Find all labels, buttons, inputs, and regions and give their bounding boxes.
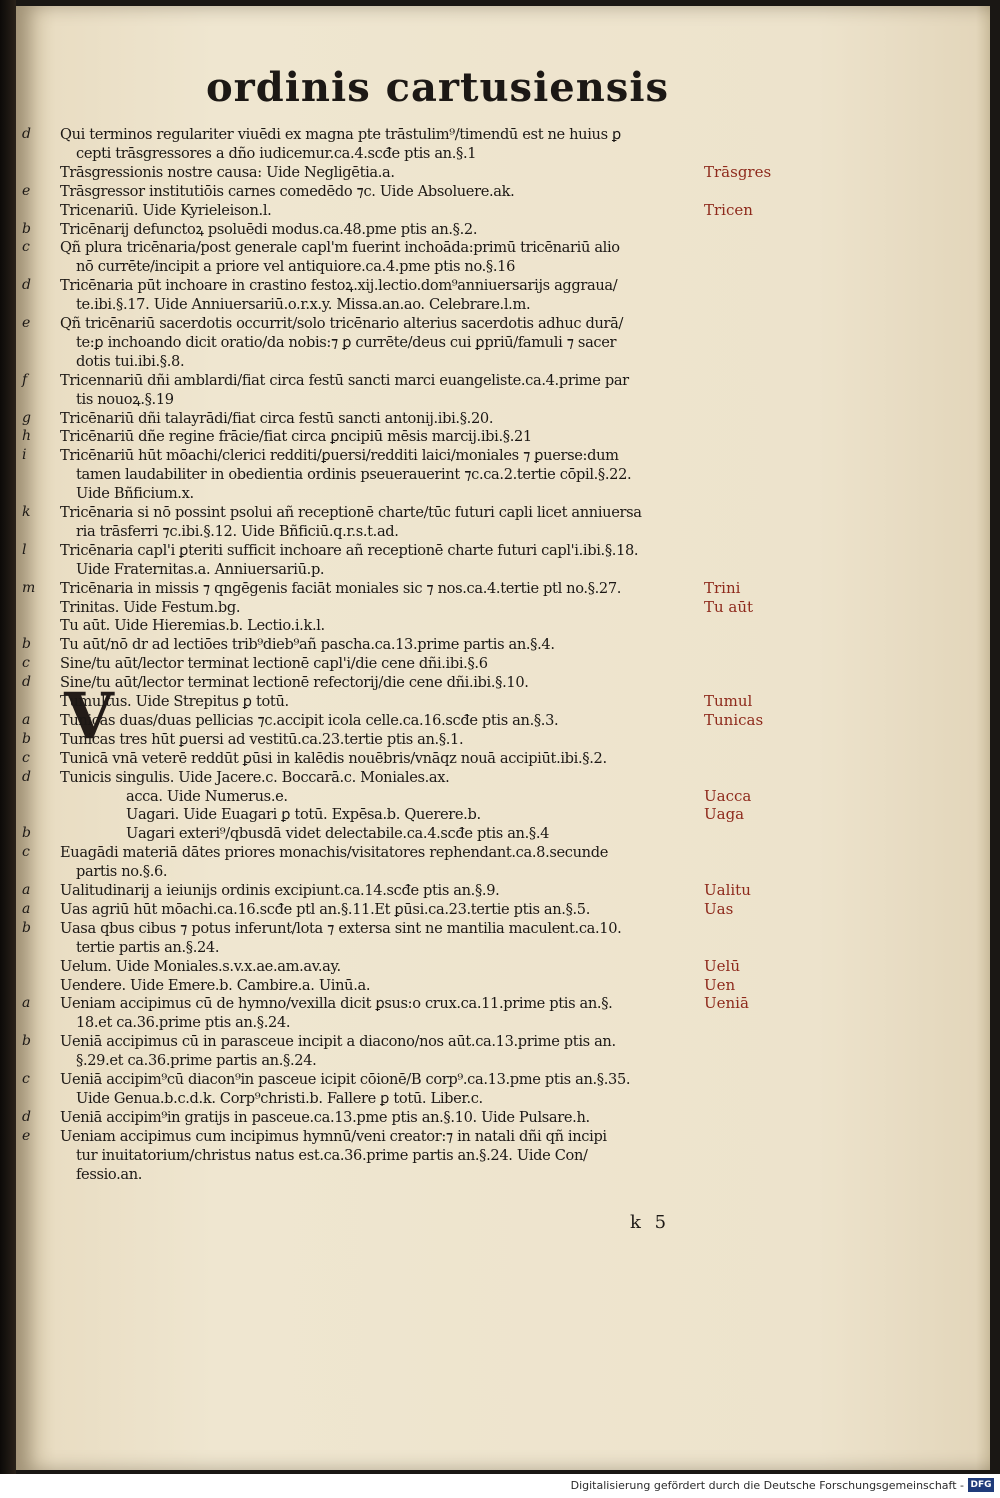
line-marker: c <box>22 1071 30 1087</box>
entry-text: te:ꝑ inchoando dicit oratio/da nobis:⁊ ꝑ currēte/deus cui ꝑpriū/famuli ⁊ sacer <box>76 333 617 351</box>
line-marker: d <box>22 277 31 294</box>
index-line <box>16 691 990 712</box>
index-line <box>16 1164 990 1185</box>
entry-text: Tu aūt/nō dr ad lectiōes trib⁹dieb⁹añ pascha.ca.13.prime partis an.§.4. <box>60 636 555 654</box>
index-line <box>16 521 990 542</box>
margin-note: Tricen <box>704 200 753 219</box>
entry-text: Trinitas. Uide Festum.bg. <box>60 598 241 616</box>
line-marker: b <box>22 919 31 936</box>
index-line <box>16 634 990 655</box>
entry-text: tis nouoꝝ.§.19 <box>76 390 174 408</box>
index-line <box>16 804 990 825</box>
index-line <box>16 143 990 164</box>
index-line <box>16 181 990 202</box>
entry-text: Ualitudinarij a ieiunijs ordinis excipiunt.ca.14.scđe ptis an.§.9. <box>60 882 500 899</box>
entry-text: Tricēnarij defunctoꝝ psoluēdi modus.ca.48.pme ptis an.§.2. <box>60 220 478 238</box>
line-marker: b <box>22 730 31 747</box>
margin-note: Trāsgres <box>704 162 772 181</box>
index-line <box>16 200 990 221</box>
margin-note: Ueniā <box>704 994 749 1013</box>
entry-text: nō currēte/incipit a priore vel antiquiore.ca.4.pme ptis no.§.16 <box>76 258 516 276</box>
index-line <box>16 786 990 807</box>
index-line <box>16 1126 990 1147</box>
index-line <box>16 237 990 258</box>
index-line <box>16 710 990 731</box>
line-marker: c <box>22 749 30 766</box>
index-line <box>16 937 990 958</box>
book-page <box>16 6 990 1470</box>
index-line <box>16 219 990 240</box>
margin-note: Uacca <box>704 786 752 805</box>
entry-text: Tunicas tres hūt ꝑuersi ad vestitū.ca.23.tertie ptis an.§.1. <box>60 730 464 748</box>
entry-text: Uide Genua.b.c.d.k. Corp⁹christi.b. Fallere ꝑ totū. Liber.c. <box>76 1089 483 1107</box>
entry-text: Uelum. Uide Moniales.s.v.x.ae.am.av.ay. <box>60 957 341 975</box>
entry-text: §.29.et ca.36.prime partis an.§.24. <box>76 1052 317 1070</box>
line-marker: f <box>22 371 28 388</box>
line-marker: g <box>22 409 31 426</box>
entry-text: Ueniam accipimus cum incipimus hymnū/veni creator:⁊ in natali dñi qñ incipi <box>60 1127 607 1145</box>
index-line <box>16 842 990 863</box>
index-line <box>16 597 990 618</box>
index-line <box>16 1107 990 1128</box>
index-line <box>16 748 990 769</box>
running-head: ordinis cartusiensis <box>206 64 670 111</box>
entry-text: Tunicis singulis. Uide Jacere.c. Boccarā.c. Moniales.ax. <box>60 768 450 786</box>
index-line <box>16 1012 990 1033</box>
entry-text: Tricennariū dñi amblardi/fiat circa festū sancti marci euangeliste.ca.4.prime par <box>60 371 629 389</box>
entry-text: Tunicā vnā veterē reddūt ꝑūsi in kalēdis nouēbris/vnāqz nouā accipiūt.ibi.§.2. <box>60 749 607 767</box>
line-marker: e <box>22 315 31 331</box>
entry-text: Uide Bñficium.x. <box>76 485 194 503</box>
entry-text: Uas agriū hūt mōachi.ca.16.scđe ptl an.§.11.Et ꝑūsi.ca.23.tertie ptis an.§.5. <box>60 900 591 918</box>
entry-text: Euagādi materiā dātes priores monachis/visitatores rephendant.ca.8.secunde <box>60 844 608 862</box>
line-marker: c <box>22 844 30 861</box>
margin-note: Tu aūt <box>704 597 754 616</box>
index-line <box>16 1088 990 1109</box>
line-marker: i <box>22 447 27 464</box>
line-marker: a <box>22 711 31 728</box>
entry-text: Tumultus. Uide Strepitus ꝑ totū. <box>60 693 289 710</box>
index-line <box>16 275 990 296</box>
line-marker: b <box>22 636 31 653</box>
line-marker: d <box>22 1108 31 1125</box>
index-line <box>16 615 990 636</box>
index-line <box>16 899 990 920</box>
index-line <box>16 426 990 447</box>
margin-note: Tumul <box>704 692 753 710</box>
entry-text: Uagari. Uide Euagari ꝑ totū. Expēsa.b. Querere.b. <box>126 806 481 824</box>
entry-text: tamen laudabiliter in obedientia ordinis pseuerauerint ⁊c.ca.2.tertie cōpil.§.22. <box>76 466 632 484</box>
line-marker: d <box>22 674 31 691</box>
index-line <box>16 540 990 561</box>
entry-text: Uasa qbus cibus ⁊ potus inferunt/lota ⁊ extersa sint ne mantilia maculent.ca.10. <box>60 919 622 937</box>
index-line <box>16 464 990 485</box>
index-line <box>16 313 990 334</box>
entry-text: Sine/tu aūt/lector terminat lectionē refectorij/die cene dñi.ibi.§.10. <box>60 674 529 692</box>
entry-text: Trāsgressionis nostre causa: Uide Negligētia.a. <box>60 163 395 181</box>
index-line <box>16 408 990 429</box>
entry-text: Trāsgressor institutiōis carnes comedēdo ⁊c. Uide Absoluere.ak. <box>60 182 515 200</box>
entry-text: cepti trāsgressores a dño iudicemur.ca.4.scđe ptis an.§.1 <box>76 144 477 162</box>
line-marker: e <box>22 1127 31 1144</box>
index-line <box>16 502 990 523</box>
margin-note: Uas <box>704 899 734 918</box>
line-marker: h <box>22 428 32 445</box>
index-line <box>16 351 990 372</box>
entry-text: dotis tui.ibi.§.8. <box>76 352 185 370</box>
index-line <box>16 124 990 145</box>
index-line <box>16 918 990 939</box>
entry-text: Tricēnaria si nō possint psolui añ receptionē charte/tūc futuri capli licet anniuersa <box>60 504 642 521</box>
index-line <box>16 1145 990 1166</box>
index-line <box>16 767 990 788</box>
index-line <box>16 483 990 504</box>
index-line <box>16 672 990 693</box>
entry-text: Ueniā accipim⁹cū diacon⁹in pasceue icipit cōionē/B corp⁹.ca.13.pme ptis an.§.35. <box>60 1071 631 1088</box>
index-line <box>16 389 990 410</box>
line-marker: a <box>22 995 31 1012</box>
printer-signature: k 5 <box>630 1212 671 1233</box>
entry-text: partis no.§.6. <box>76 863 168 881</box>
index-line <box>16 1069 990 1090</box>
line-marker: l <box>22 541 27 558</box>
index-line <box>16 993 990 1014</box>
index-line <box>16 861 990 882</box>
index-line <box>16 729 990 750</box>
entry-text: Tricēnaria pūt inchoare in crastino festoꝝ.xij.lectio.dom⁹anniuersarijs aggraua/ <box>60 277 618 295</box>
entry-text: Tunicas duas/duas pellicias ⁊c.accipit icola celle.ca.16.scđe ptis an.§.3. <box>60 711 559 729</box>
line-marker: a <box>22 882 31 898</box>
entry-text: acca. Uide Numerus.e. <box>126 787 288 805</box>
line-marker: c <box>22 655 30 672</box>
index-line <box>16 256 990 277</box>
line-marker: e <box>22 182 31 199</box>
entry-text: Ueniā accipim⁹in gratijs in pasceue.ca.13.pme ptis an.§.10. Uide Pulsare.h. <box>60 1108 590 1126</box>
margin-note: Uaga <box>704 805 745 824</box>
entry-text: Qñ plura tricēnaria/post generale capl'm fuerint inchoāda:primū tricēnariū alio <box>60 239 620 257</box>
entry-text: Uide Fraternitas.a. Anniuersariū.p. <box>76 560 325 578</box>
index-line <box>16 294 990 315</box>
entry-text: Tricēnaria capl'i ꝑteriti sufficit inchoare añ receptionē charte futuri capl'i.ibi.§.18. <box>60 541 639 559</box>
index-line <box>16 956 990 977</box>
entry-text: Uendere. Uide Emere.b. Cambire.a. Uinū.a. <box>60 976 371 994</box>
drop-initial: V <box>64 679 114 754</box>
line-marker: k <box>22 504 31 520</box>
dfg-logo: DFG <box>968 1478 994 1492</box>
line-marker: b <box>22 825 31 842</box>
funding-credit: Digitalisierung gefördert durch die Deutsche Forschungsgemeinschaft - <box>570 1479 964 1492</box>
margin-note: Uelū <box>704 956 740 975</box>
line-marker: d <box>22 768 31 785</box>
index-line <box>16 332 990 353</box>
line-marker: a <box>22 900 31 917</box>
index-line <box>16 445 990 466</box>
index-line <box>16 975 990 996</box>
index-line <box>16 370 990 391</box>
index-line <box>16 162 990 183</box>
entry-text: Qui terminos regulariter viuēdi ex magna pte trāstulim⁹/timendū est ne huius ꝑ <box>60 126 621 143</box>
index-line <box>16 559 990 580</box>
entry-text: Tu aūt. Uide Hieremias.b. Lectio.i.k.l. <box>60 617 325 635</box>
entry-text: Tricēnariū dñi talayrādi/fiat circa festū sancti antonij.ibi.§.20. <box>60 409 494 427</box>
margin-note: Tunicas <box>704 710 764 729</box>
line-marker: c <box>22 239 30 256</box>
line-marker: b <box>22 1033 31 1050</box>
entry-text: Tricēnariū dñe regine frācie/fiat circa ꝑncipiū mēsis marcij.ibi.§.21 <box>60 428 532 446</box>
entry-text: tertie partis an.§.24. <box>76 938 220 956</box>
entry-text: Tricēnaria in missis ⁊ qngēgenis faciāt moniales sic ⁊ nos.ca.4.tertie ptl no.§.27. <box>60 579 622 597</box>
entry-text: Tricēnariū hūt mōachi/clerici redditi/ꝑuersi/redditi laici/moniales ⁊ ꝑuerse:dum <box>60 447 619 465</box>
book-binding-edge <box>0 0 16 1474</box>
index-line <box>16 1050 990 1071</box>
entry-text: 18.et ca.36.prime ptis an.§.24. <box>76 1014 291 1032</box>
entry-text: ria trāsferri ⁊c.ibi.§.12. Uide Bñficiū.q.r.s.t.ad. <box>76 522 399 540</box>
margin-note: Trini <box>704 578 741 597</box>
index-line <box>16 823 990 844</box>
line-marker: m <box>22 579 36 596</box>
line-marker: d <box>22 126 31 142</box>
entry-text: te.ibi.§.17. Uide Anniuersariū.o.r.x.y. Missa.an.ao. Celebrare.l.m. <box>76 296 531 314</box>
footer-bar <box>0 1474 1000 1498</box>
entry-text: fessio.an. <box>76 1165 143 1183</box>
entry-text: Uagari exteri⁹/qbusdā videt delectabile.ca.4.scđe ptis an.§.4 <box>126 825 550 843</box>
entry-text: tur inuitatorium/christus natus est.ca.36.prime partis an.§.24. Uide Con/ <box>76 1146 588 1164</box>
margin-note: Uen <box>704 975 736 994</box>
entry-text: Qñ tricēnariū sacerdotis occurrit/solo tricēnario alterius sacerdotis adhuc durā/ <box>60 315 624 332</box>
entry-text: Sine/tu aūt/lector terminat lectionē capl'i/die cene dñi.ibi.§.6 <box>60 655 488 673</box>
index-line <box>16 578 990 599</box>
index-line <box>16 880 990 901</box>
line-marker: b <box>22 220 31 237</box>
index-line <box>16 653 990 674</box>
entry-text: Ueniā accipimus cū in parasceue incipit a diacono/nos aūt.ca.13.prime ptis an. <box>60 1033 616 1051</box>
entry-text: Tricenariū. Uide Kyrieleison.l. <box>60 201 272 219</box>
index-line <box>16 1031 990 1052</box>
entry-text: Ueniam accipimus cū de hymno/vexilla dicit ꝑsus:o crux.ca.11.prime ptis an.§. <box>60 995 613 1013</box>
margin-note: Ualitu <box>704 881 751 899</box>
